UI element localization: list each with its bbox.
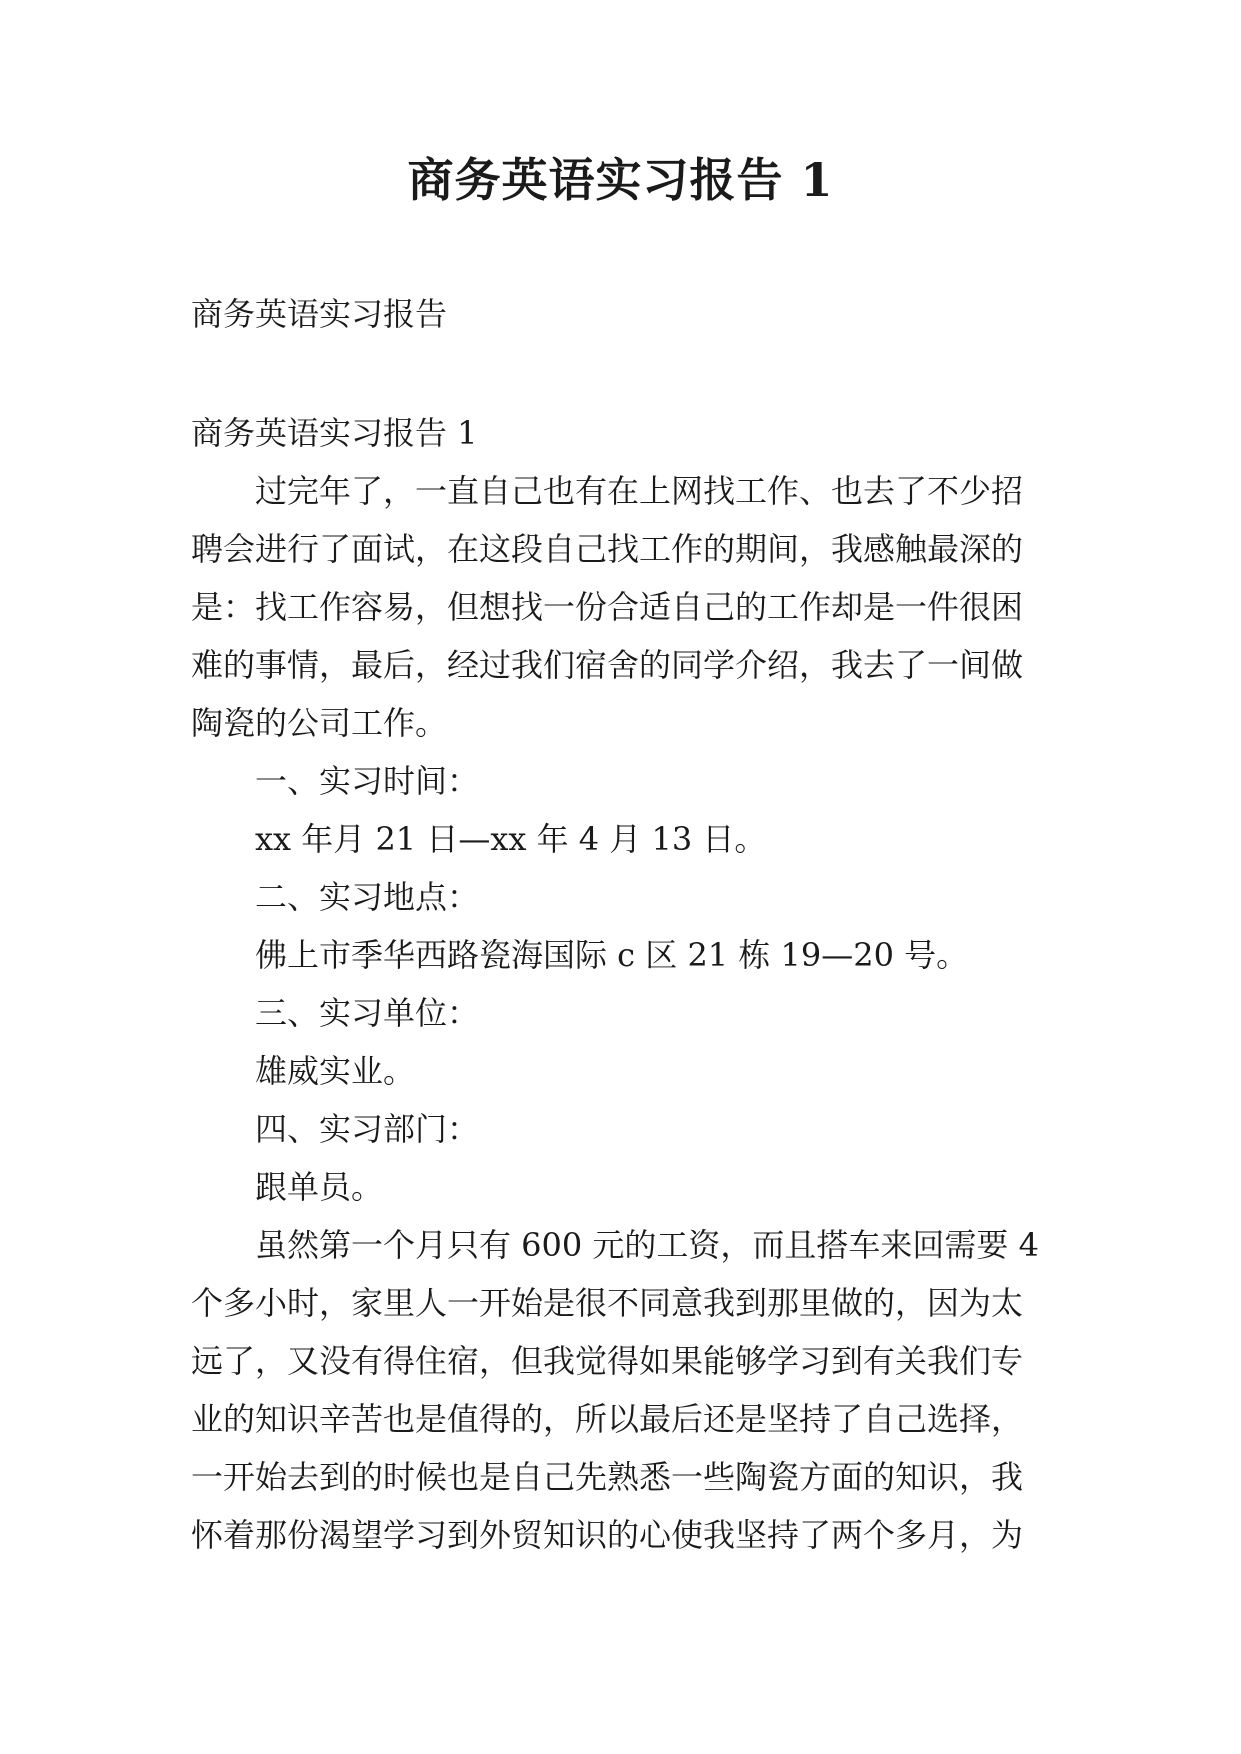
text-line: 佛上市季华西路瓷海国际 c 区 21 栋 19—20 号。 [255, 936, 969, 974]
text-line: 一开始去到的时候也是自己先熟悉一些陶瓷方面的知识，我 [191, 1458, 1024, 1496]
text-line: 是：找工作容易，但想找一份合适自己的工作却是一件很困 [191, 588, 1024, 626]
document-body [191, 404, 1051, 1564]
text-line: 四、实习部门： [255, 1110, 480, 1148]
text-line: 二、实习地点： [255, 878, 480, 916]
text-line: xx 年月 21 日—xx 年 4 月 13 日。 [255, 820, 767, 858]
text-line: 陶瓷的公司工作。 [191, 704, 448, 742]
text-line: 跟单员。 [255, 1168, 384, 1206]
document-title: 商务英语实习报告 1 [407, 153, 834, 207]
text-line: 个多小时，家里人一开始是很不同意我到那里做的，因为太 [191, 1284, 1024, 1322]
text-line: 雄威实业。 [255, 1052, 416, 1090]
text-line: 难的事情，最后，经过我们宿舍的同学介绍，我去了一间做 [191, 646, 1024, 684]
text-line: 虽然第一个月只有 600 元的工资，而且搭车来回需要 4 [255, 1226, 1039, 1264]
text-line: 一、实习时间： [255, 762, 480, 800]
text-line: 远了，又没有得住宿，但我觉得如果能够学习到有关我们专 [191, 1342, 1024, 1380]
text-line: 业的知识辛苦也是值得的，所以最后还是坚持了自己选择， [191, 1400, 1024, 1438]
section-heading: 商务英语实习报告 1 [191, 414, 478, 452]
text-line: 聘会进行了面试，在这段自己找工作的期间，我感触最深的 [191, 530, 1024, 568]
text-line: 三、实习单位： [255, 994, 480, 1032]
text-line: 过完年了，一直自己也有在上网找工作、也去了不少招 [255, 472, 1024, 510]
document-subtitle: 商务英语实习报告 [191, 295, 448, 333]
text-line: 怀着那份渴望学习到外贸知识的心使我坚持了两个多月，为 [191, 1516, 1024, 1554]
